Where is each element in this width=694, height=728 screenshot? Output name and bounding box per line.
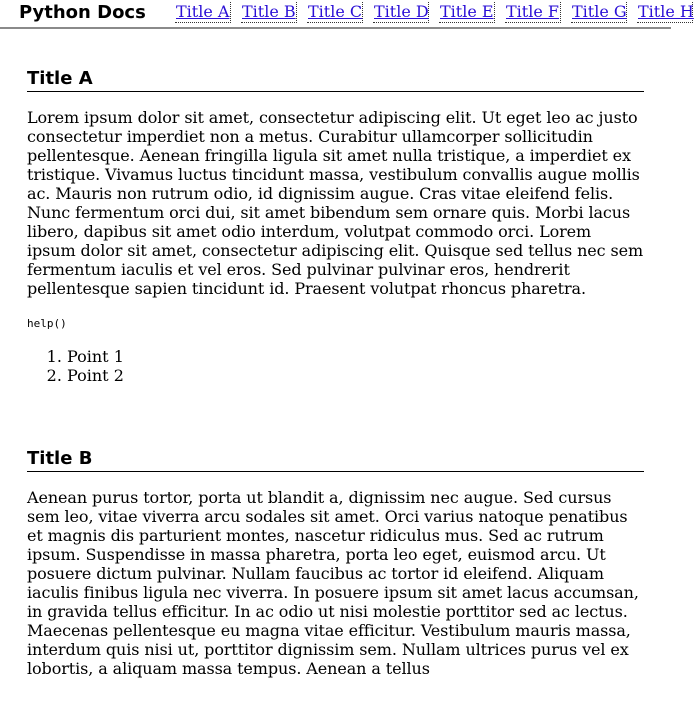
- list-item: 2. Point 2: [67, 366, 644, 385]
- points-list: [27, 347, 644, 385]
- list-item: 1. Point 1: [67, 347, 644, 366]
- nav-link-title-c[interactable]: Title C: [308, 2, 363, 21]
- section-paragraph: Lorem ipsum dolor sit amet, consectetur adipiscing elit. Ut eget leo ac justo consectetur imperdiet non a metus. Curabitur ullamcorper sollicitudin pellentesque. Aenean fringilla ligula sit amet nulla tristique, a imperdiet ex tristique. Vivamus luctus tincidunt massa, vestibulum convallis augue mollis ac. Mauris non rutrum odio, id dignissim augue. Cras vitae eleifend felis. Nunc fermentum orci dui, sit amet bibendum sem ornare quis. Morbi lacus libero, dapibus sit amet odio interdum, volutpat commodo orci. Lorem ipsum dolor sit amet, consectetur adipiscing elit. Quisque sed tellus nec sem fermentum iaculis et vel eros. Sed pulvinar pulvinar eros, hendrerit pellentesque sapien tincidunt id. Praesent volutpat rhoncus pharetra.: [27, 108, 644, 298]
- nav-link-title-a[interactable]: Title A: [176, 2, 230, 21]
- section-heading: Title B: [27, 435, 644, 472]
- main-content: [27, 55, 644, 728]
- nav-link-title-f[interactable]: Title F: [506, 2, 559, 21]
- nav-link-title-h[interactable]: Title H: [638, 2, 694, 21]
- nav-link-title-g[interactable]: Title G: [572, 2, 627, 21]
- nav-link-title-d[interactable]: Title D: [374, 2, 429, 21]
- top-nav-bar: [0, 0, 694, 29]
- nav-link-title-b[interactable]: Title B: [242, 2, 296, 21]
- nav-link-title-e[interactable]: Title E: [440, 2, 494, 21]
- code-snippet: help(): [27, 317, 67, 330]
- section-heading: Title A: [27, 55, 644, 92]
- section-paragraph: Aenean purus tortor, porta ut blandit a, dignissim nec augue. Sed cursus sem leo, vitae viverra arcu sodales sit amet. Orci varius natoque penatibus et magnis dis parturient montes, nascetur ridiculus mus. Sed ac rutrum ipsum. Suspendisse in massa pharetra, porta leo eget, euismod arcu. Ut posuere dictum pulvinar. Nullam faucibus ac tortor id eleifend. Aliquam iaculis finibus ligula nec viverra. In posuere ipsum sit amet lacus accumsan, in gravida tellus efficitur. In ac odio ut nisi molestie porttitor sed ac lectus. Maecenas pellentesque eu magna vitae efficitur. Vestibulum mauris massa, interdum quis nisi ut, porttitor dignissim sem. Nullam ultrices purus vel ex lobortis, a aliquam massa tempus. Aenean a tellus: [27, 488, 639, 678]
- section-title-b: [27, 435, 644, 678]
- brand-title[interactable]: Python Docs: [19, 2, 146, 23]
- section-title-a: [27, 55, 644, 385]
